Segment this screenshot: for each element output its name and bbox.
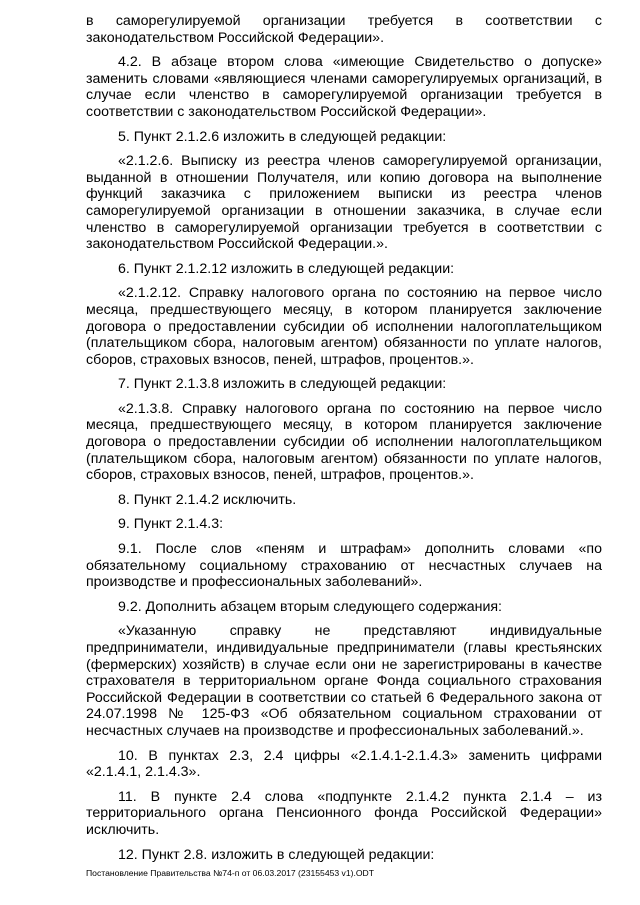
paragraph-quoted-insert: «Указанную справку не представляют индивидуальные предприниматели, индивидуальные предприниматели (главы крестьянских (фермерских) хозяйств) в случае если они не зарегистрированы в качестве страхователя в территориальном органе Фонда социального страхования Российской Федерации в соответствии со статьей 6 Федерального закона от 24.07.1998 № 125-ФЗ «Об обязательном социальном страховании от несчастных случаев на производстве и профессиональных заболеваний.». bbox=[86, 623, 602, 739]
paragraph-9-1: 9.1. После слов «пеням и штрафам» дополнить словами «по обязательному социальному страхованию от несчастных случаев на производстве и профессиональных заболеваний». bbox=[86, 541, 602, 591]
paragraph-2-1-3-8: «2.1.3.8. Справку налогового органа по состоянию на первое число месяца, предшествующего месяцу, в котором планируется заключение договора о предоставлении субсидии об исполнении налогоплательщиком (плательщиком сбора, налоговым агентом) обязанности по уплате налогов, сборов, страховых взносов, пеней, штрафов, процентов.». bbox=[86, 400, 602, 484]
paragraph-11: 11. В пункте 2.4 слова «подпункте 2.1.4.2 пункта 2.1.4 – из территориального органа Пенсионного фонда Российской Федерации» исключить. bbox=[86, 788, 602, 838]
paragraph-8: 8. Пункт 2.1.4.2 исключить. bbox=[118, 491, 297, 508]
paragraph-5: 5. Пункт 2.1.2.6 изложить в следующей редакции: bbox=[118, 128, 447, 145]
paragraph-9: 9. Пункт 2.1.4.3: bbox=[118, 516, 224, 533]
document-page bbox=[86, 13, 602, 871]
paragraph-7: 7. Пункт 2.1.3.8 изложить в следующей редакции: bbox=[118, 376, 447, 393]
paragraph-4-2: 4.2. В абзаце втором слова «имеющие Свидетельство о допуске» заменить словами «являющиеся членами саморегулируемых организаций, в случае если членство в саморегулируемой организации требуется в соответствии с законодательством Российской Федерации». bbox=[86, 54, 602, 120]
paragraph-2-1-2-6: «2.1.2.6. Выписку из реестра членов саморегулируемой организации, выданной в отношении Получателя, или копию договора на выполнение функций заказчика с приложением выписки из реестра членов саморегулируемой организации в отношении заказчика, в случае если членство в саморегулируемой организации требуется в соответствии с законодательством Российской Федерации.». bbox=[86, 153, 602, 253]
page-footer: Постановление Правительства №74-п от 06.03.2017 (23155453 v1).ODT bbox=[86, 868, 375, 878]
paragraph-9-2: 9.2. Дополнить абзацем вторым следующего содержания: bbox=[118, 598, 503, 615]
paragraph-6: 6. Пункт 2.1.2.12 изложить в следующей редакции: bbox=[118, 260, 455, 277]
paragraph-continuation: в саморегулируемой организации требуется в соответствии с законодательством Российской Федерации». bbox=[86, 13, 602, 46]
paragraph-2-1-2-12: «2.1.2.12. Справку налогового органа по состоянию на первое число месяца, предшествующего месяцу, в котором планируется заключение договора о предоставлении субсидии об исполнении налогоплательщиком (плательщиком сбора, налоговым агентом) обязанности по уплате налогов, сборов, страховых взносов, пеней, штрафов, процентов.». bbox=[86, 285, 602, 368]
paragraph-10: 10. В пунктах 2.3, 2.4 цифры «2.1.4.1-2.1.4.3» заменить цифрами «2.1.4.1, 2.1.4.3». bbox=[86, 747, 602, 781]
paragraph-12: 12. Пункт 2.8. изложить в следующей редакции: bbox=[118, 846, 435, 863]
